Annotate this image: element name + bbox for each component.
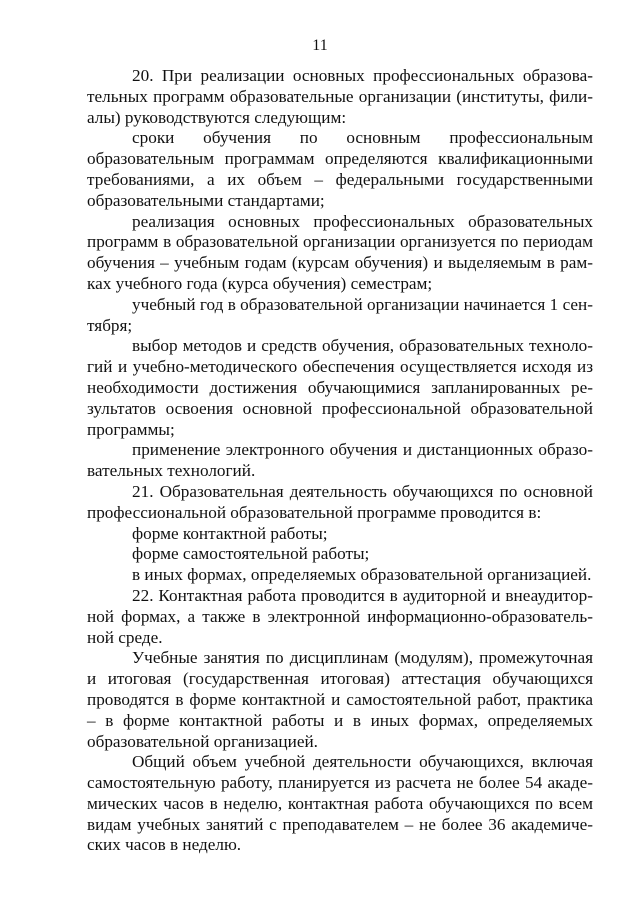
paragraph-20-intro: 20. При реализации основных профессиональных образовательных программ образовательные организации (институты, филиалы) руководствуются следующим: <box>87 66 593 127</box>
paragraph-contact-work-form: форме контактной работы; <box>132 523 328 543</box>
paragraph-workload: Общий объем учебной деятельности обучающихся, включая самостоятельную работу, планируется из расчета не более 54 академических часов в неделю, контактная работа обучающихся по всем видам учебных занятий с преподавателем – не более 36 академических часов в неделю. <box>87 752 593 855</box>
paragraph-study-terms: сроки обучения по основным профессиональным образовательным программам определяются квалификационными требованиями, а их объем – федеральными государственными образовательными стандартами; <box>87 128 593 210</box>
paragraph-methods: выбор методов и средств обучения, образовательных технологий и учебно-методического обеспечения осуществляется исходя из необходимости достижения обучающимися запланированных результатов освоения основной профессиональной образовательной программы; <box>87 336 593 439</box>
paragraph-21-activity: 21. Образовательная деятельность обучающихся по основной профессиональной образовательной программе проводится в: <box>87 481 593 522</box>
page-number: 11 <box>312 37 328 54</box>
paragraph-study-periods: реализация основных профессиональных образовательных программ в образовательной организации организуется по периодам обучения – учебным годам (курсам обучения) и выделяемым в рамках учебного года (курса обучения) семестрам; <box>87 211 593 293</box>
paragraph-classes-attestation: Учебные занятия по дисциплинам (модулям), промежуточная и итоговая (государственная итоговая) аттестация обучающихся проводятся в форме контактной и самостоятельной работ, практика – в форме контактной работы и в иных формах, определяемых образовательной организацией. <box>87 648 593 751</box>
paragraph-independent-work-form: форме самостоятельной работы; <box>132 544 370 564</box>
paragraph-e-learning: применение электронного обучения и дистанционных образовательных технологий. <box>87 440 593 481</box>
paragraph-22-contact-work: 22. Контактная работа проводится в аудиторной и внеаудиторной формах, а также в электронной информационно-образовательной среде. <box>87 585 593 647</box>
paragraph-other-forms: в иных формах, определяемых образовательной организацией. <box>132 565 592 585</box>
document-body <box>87 66 593 856</box>
paragraph-academic-year: учебный год в образовательной организации начинается 1 сентября; <box>87 294 593 335</box>
